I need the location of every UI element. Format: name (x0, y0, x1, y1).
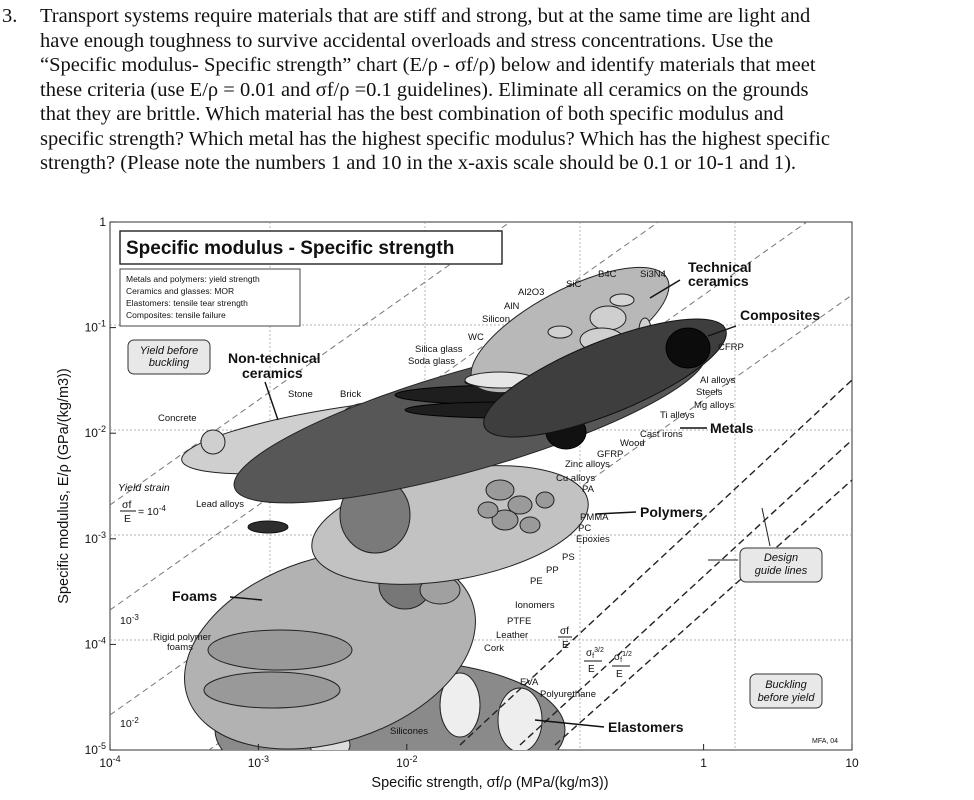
material-label: Lead alloys (196, 499, 245, 510)
material-label: PC (578, 523, 592, 534)
material-label: Ionomers (515, 600, 555, 611)
material-label: Brick (340, 389, 362, 400)
criteria-line: Ceramics and glasses: MOR (126, 286, 235, 296)
chart-title: Specific modulus - Specific strength (126, 238, 455, 259)
material-label: Concrete (158, 413, 197, 424)
guide-2-den: E (588, 664, 595, 675)
credit: MFA, 04 (812, 738, 839, 745)
material-label: GFRP (597, 449, 624, 460)
question-line: these criteria (use E/ρ = 0.01 and σf/ρ =0.1 guidelines). Eliminate all ceramics on the grounds (40, 78, 809, 101)
guide-1-den: E (562, 640, 569, 651)
question-line: specific strength? Which metal has the highest specific modulus? Which has the highest specific (40, 127, 830, 150)
criteria-line: Elastomers: tensile tear strength (126, 298, 248, 308)
question-line: strength? (Please note the numbers 1 and 10 in the x-axis scale should be 0.1 or 10-1 and 1). (40, 152, 797, 174)
material-label: Cork (484, 643, 505, 654)
material-label: Si3N4 (640, 269, 666, 280)
material-label: Silicon (482, 314, 510, 325)
material-label: Leather (496, 630, 529, 641)
material-label: PMMA (580, 512, 609, 523)
material-label: Steels (696, 387, 723, 398)
family-label-technical-ceramics: Technical ceramics (688, 259, 752, 289)
family-label-foams: Foams (172, 588, 218, 604)
concrete-bubble (201, 430, 225, 454)
yield-strain-10-3: $10^{-3}$ (120, 613, 139, 627)
question-line: “Specific modulus- Specific strength” chart (E/ρ - σf/ρ) below and identify materials that meet (40, 54, 816, 76)
x-tick-label: 10 (845, 756, 859, 770)
yield-strain-den: E (124, 513, 132, 525)
design-guide-label: Design guide lines (754, 552, 808, 577)
family-label-composites: Composites (740, 307, 821, 323)
question-line: that they are brittle. Which material has the best combination of both specific modulus and (40, 103, 784, 125)
rigid-foam-bubble-1 (208, 630, 352, 670)
y-tick-label: 1 (99, 215, 106, 229)
question-line: Transport systems require materials that are stiff and strong, but at the same time are light and (40, 5, 811, 27)
material-label: Soda glass (408, 356, 456, 367)
guide-3-den: E (616, 669, 623, 680)
material-label: Zinc alloys (565, 459, 610, 470)
rigid-foam-bubble-2 (204, 672, 340, 708)
y-tick-label: $10^{-1}$ (84, 318, 106, 335)
al2o3-bubble (590, 306, 626, 330)
family-label-polymers: Polymers (640, 504, 704, 520)
family-label-metals: Metals (710, 420, 754, 436)
b4c-bubble (610, 294, 634, 306)
guide-3-num: $\sigma_f^{1/2}$ (614, 651, 632, 664)
material-label: Al2O3 (518, 287, 545, 298)
material-label: PE (530, 576, 543, 587)
criteria-line: Metals and polymers: yield strength (126, 274, 260, 284)
material-label: AlN (504, 301, 520, 312)
material-label: Rigid polymer foams (153, 632, 212, 653)
buckling-before-yield-label: Buckling before yield (757, 679, 815, 704)
material-label: Polyurethane (540, 689, 596, 700)
guide-1-num: σf (560, 626, 569, 637)
x-tick-label: 1 (700, 756, 707, 770)
silicon-bubble (548, 326, 572, 338)
family-label-nontech-ceramics: Non-technical ceramics (228, 350, 321, 381)
x-tick-label: $10^{-3}$ (247, 754, 270, 770)
material-label: PTFE (507, 616, 532, 627)
y-tick-label: $10^{-4}$ (84, 635, 106, 652)
guide-2-num: $\sigma_f^{3/2}$ (586, 647, 604, 660)
material-label: SiC (566, 279, 582, 290)
material-label: WC (468, 332, 484, 343)
material-label: Stone (288, 389, 313, 400)
x-tick-label: $10^{-4}$ (99, 754, 121, 770)
material-label: Epoxies (576, 534, 610, 545)
material-label: CFRP (718, 342, 744, 353)
y-tick-label: $10^{-5}$ (84, 741, 106, 757)
question-number: 3. (2, 5, 18, 27)
x-axis-title: Specific strength, σf/ρ (MPa/(kg/m3)) (371, 775, 609, 791)
family-label-elastomers: Elastomers (608, 719, 684, 735)
material-label: PA (582, 484, 594, 495)
question-line: have enough toughness to survive accidental overloads and stress concentrations. Use the (40, 29, 774, 52)
yield-strain-num: σf (122, 499, 132, 511)
yield-strain-label: Yield strain (118, 482, 170, 494)
criteria-line: Composites: tensile failure (126, 310, 226, 320)
material-label: Cu alloys (556, 473, 596, 484)
cfrp-bubble (666, 328, 710, 368)
material-label: B4C (598, 269, 617, 280)
material-label: Al alloys (700, 375, 736, 386)
material-label: Mg alloys (694, 400, 735, 411)
yield-strain-10-2: $10^{-2}$ (120, 716, 139, 730)
y-axis-title: Specific modulus, E/ρ (GPa/(kg/m3)) (56, 368, 72, 604)
x-tick-label: $10^{-2}$ (396, 754, 418, 770)
yield-before-buckling-label: Yield before buckling (139, 345, 199, 369)
y-tick-label: $10^{-2}$ (84, 424, 106, 441)
material-label: Silicones (390, 726, 429, 737)
yield-strain-eq: = $10^{-4}$ (138, 504, 166, 518)
material-label: Ti alloys (660, 410, 695, 421)
material-label: PP (546, 565, 559, 576)
y-tick-label: $10^{-3}$ (84, 529, 106, 546)
lead-alloys-bubble (248, 521, 288, 533)
material-label: EVA (520, 677, 539, 688)
material-label: Silica glass (415, 344, 463, 355)
material-label: Wood (620, 438, 645, 449)
material-label: Cast irons (640, 429, 683, 440)
material-label: PS (562, 552, 575, 563)
